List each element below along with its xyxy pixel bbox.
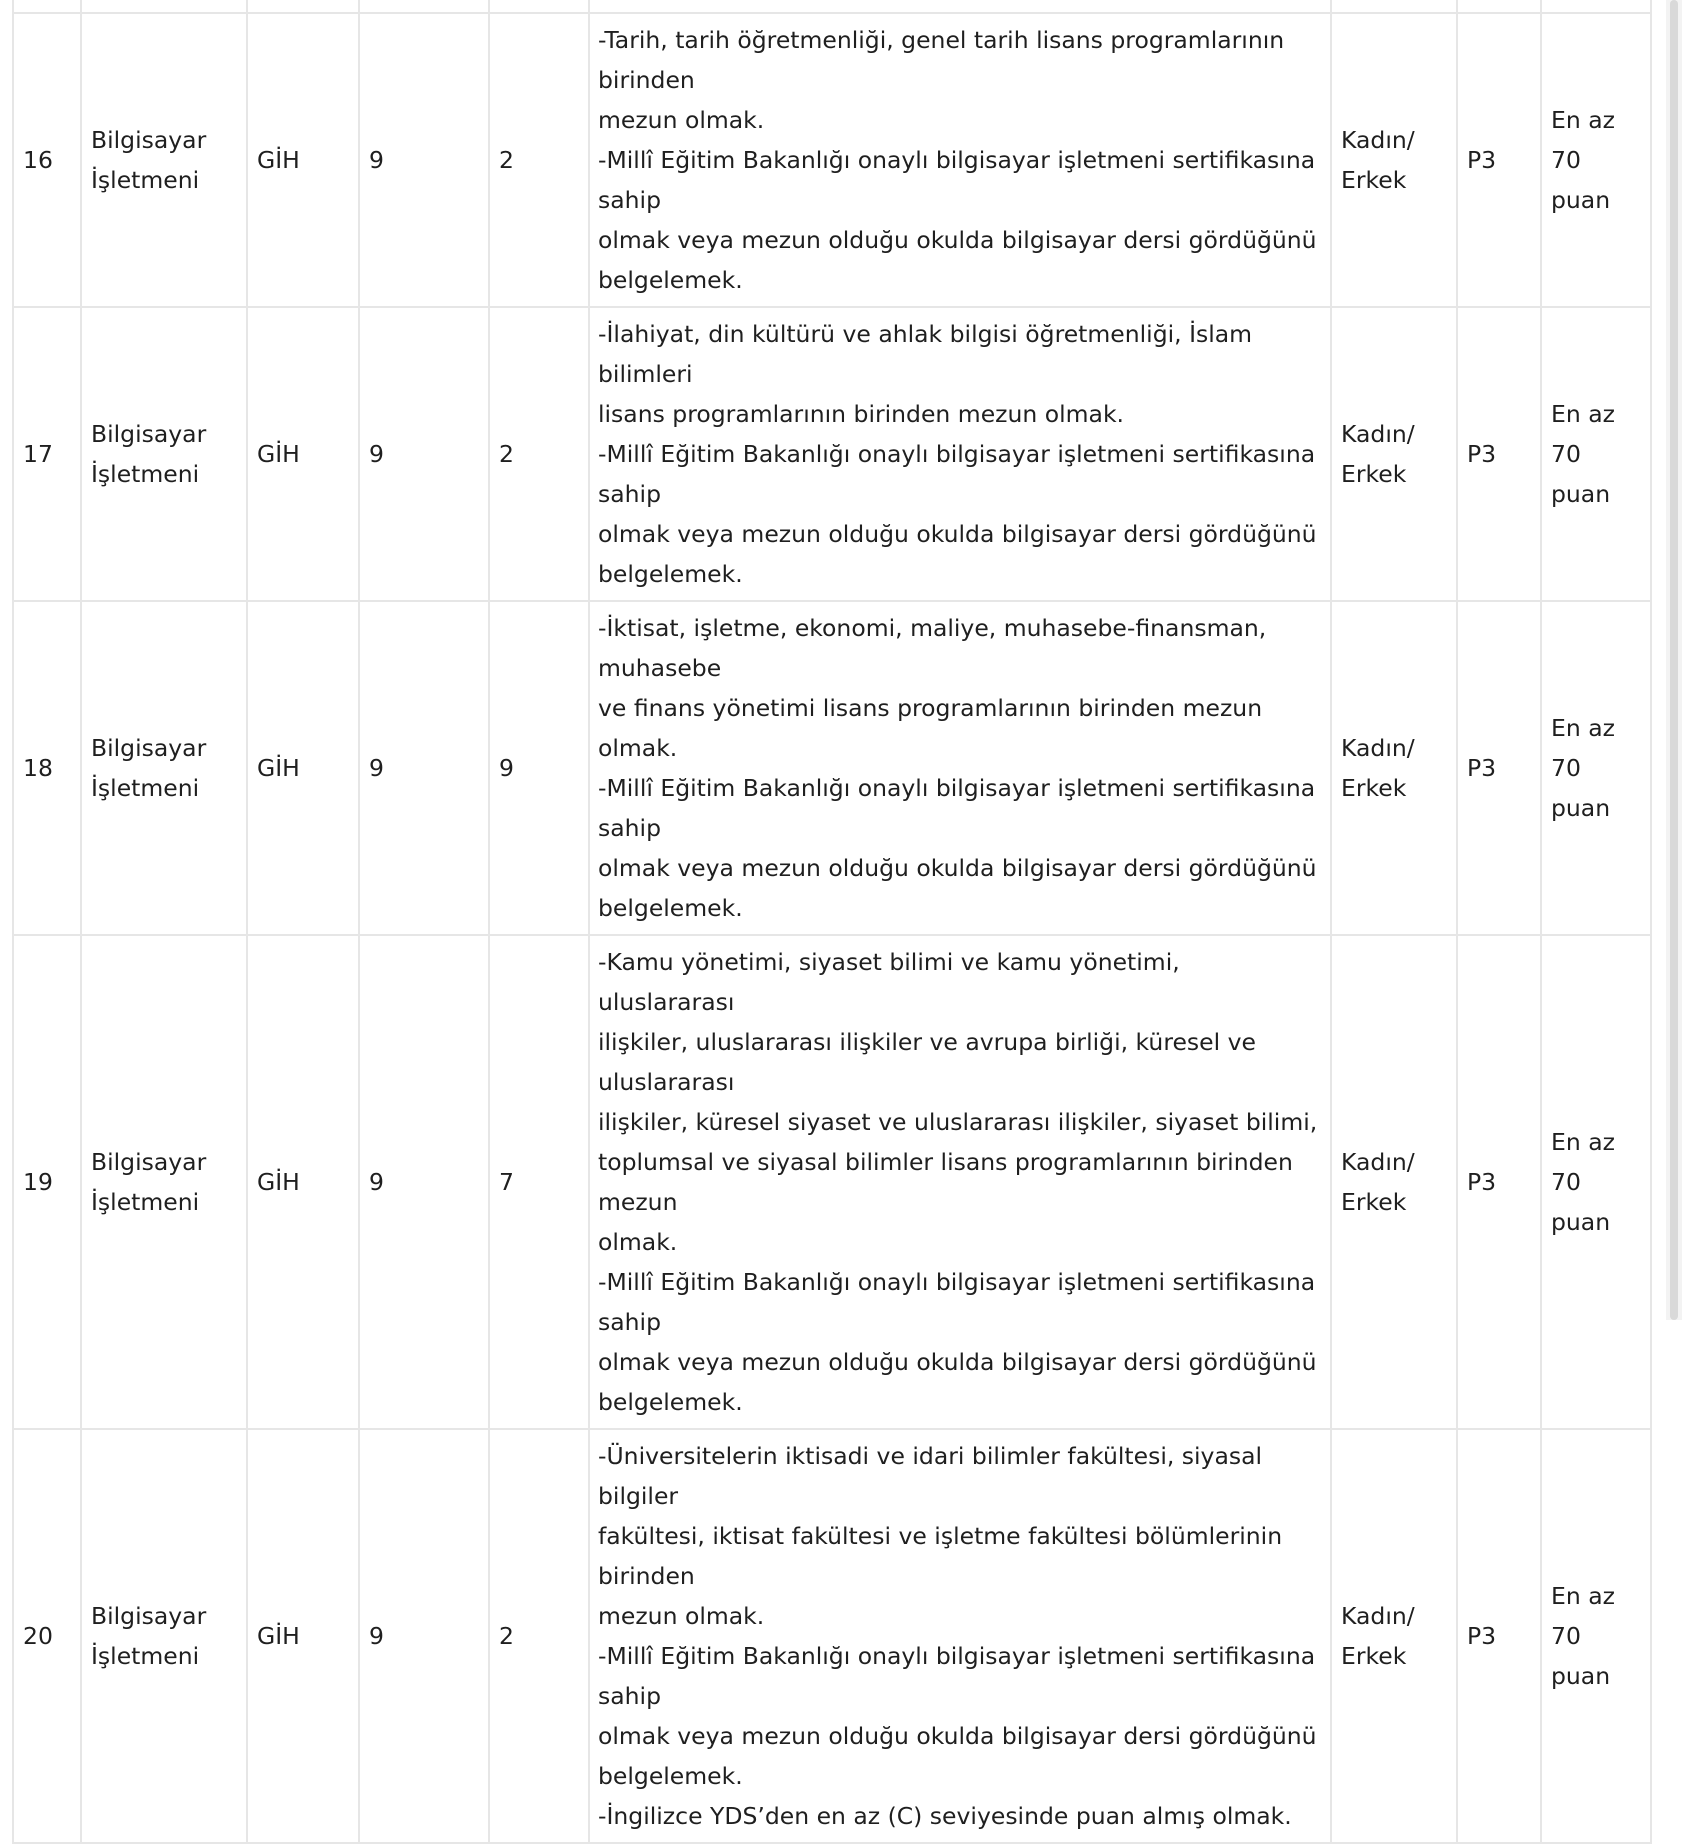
gender-line: Erkek (1341, 460, 1407, 488)
requirement-line: olmak veya mezun olduğu okulda bilgisayar dersi gördüğünü (598, 1722, 1317, 1750)
title-cell (81, 13, 247, 307)
kpss-value: P3 (1467, 754, 1497, 782)
requirements-cell (589, 601, 1331, 935)
count-value: 7 (499, 1168, 514, 1196)
title-cell (81, 1429, 247, 1843)
class-cell (247, 1429, 359, 1843)
grade-value: 9 (369, 1622, 384, 1650)
class-value: GİH (257, 1622, 300, 1650)
gender-line: Erkek (1341, 774, 1407, 802)
table-cell (589, 0, 1331, 13)
table-row (13, 935, 1651, 1429)
requirement-line: belgelemek. (598, 1762, 743, 1790)
gender-line: Kadın/ (1341, 734, 1415, 762)
requirements-cell (589, 13, 1331, 307)
score-line: En az (1551, 106, 1615, 134)
requirement-line: belgelemek. (598, 894, 743, 922)
requirement-line: -Millî Eğitim Bakanlığı onaylı bilgisayar işletmeni sertifikasına sahip (598, 1268, 1316, 1336)
class-value: GİH (257, 1168, 300, 1196)
gender-cell (1331, 601, 1457, 935)
grade-cell (359, 935, 489, 1429)
grade-cell (359, 13, 489, 307)
table-cell (247, 0, 359, 13)
row-number-cell (13, 601, 81, 935)
title-cell (81, 307, 247, 601)
table-row (13, 13, 1651, 307)
requirement-line: lisans programlarının birinden mezun olmak. (598, 400, 1125, 428)
score-cell (1541, 935, 1651, 1429)
requirement-line: -Millî Eğitim Bakanlığı onaylı bilgisayar işletmeni sertifikasına sahip (598, 146, 1316, 214)
gender-line: Kadın/ (1341, 1602, 1415, 1630)
title-line: İşletmeni (91, 774, 200, 802)
gender-line: Erkek (1341, 1188, 1407, 1216)
requirement-line: -Millî Eğitim Bakanlığı onaylı bilgisayar işletmeni sertifikasına sahip (598, 774, 1316, 842)
table-row (13, 1429, 1651, 1843)
row-number-cell (13, 935, 81, 1429)
table-cell (1541, 0, 1651, 13)
row-number-cell (13, 307, 81, 601)
requirement-line: toplumsal ve siyasal bilimler lisans programlarının birinden mezun (598, 1148, 1293, 1216)
row-number: 20 (23, 1622, 53, 1650)
requirement-line: ilişkiler, uluslararası ilişkiler ve avrupa birliği, küresel ve uluslararası (598, 1028, 1256, 1096)
gender-line: Kadın/ (1341, 1148, 1415, 1176)
class-value: GİH (257, 754, 300, 782)
count-cell (489, 307, 589, 601)
title-line: İşletmeni (91, 1188, 200, 1216)
requirement-line: -Millî Eğitim Bakanlığı onaylı bilgisayar işletmeni sertifikasına sahip (598, 440, 1316, 508)
requirements-cell (589, 1429, 1331, 1843)
score-cell (1541, 307, 1651, 601)
kpss-cell (1457, 601, 1541, 935)
class-value: GİH (257, 440, 300, 468)
gender-cell (1331, 307, 1457, 601)
requirement-line: ve finans yönetimi lisans programlarının birinden mezun olmak. (598, 694, 1263, 762)
table-cell (489, 0, 589, 13)
score-cell (1541, 1429, 1651, 1843)
requirement-line: olmak veya mezun olduğu okulda bilgisayar dersi gördüğünü (598, 226, 1317, 254)
score-line: En az (1551, 1582, 1615, 1610)
row-number: 18 (23, 754, 53, 782)
table-cell (1457, 0, 1541, 13)
gender-line: Erkek (1341, 166, 1407, 194)
gender-cell (1331, 1429, 1457, 1843)
requirement-line: mezun olmak. (598, 106, 765, 134)
gender-cell (1331, 935, 1457, 1429)
score-line: En az (1551, 400, 1615, 428)
gender-line: Erkek (1341, 1642, 1407, 1670)
count-cell (489, 935, 589, 1429)
requirement-line: belgelemek. (598, 1388, 743, 1416)
title-line: Bilgisayar (91, 420, 207, 448)
class-cell (247, 601, 359, 935)
grade-value: 9 (369, 440, 384, 468)
class-cell (247, 935, 359, 1429)
gender-line: Kadın/ (1341, 126, 1415, 154)
kpss-value: P3 (1467, 1622, 1497, 1650)
score-line: En az (1551, 714, 1615, 742)
title-cell (81, 601, 247, 935)
score-cell (1541, 13, 1651, 307)
requirement-line: belgelemek. (598, 266, 743, 294)
title-line: İşletmeni (91, 460, 200, 488)
requirement-line: -Üniversitelerin iktisadi ve idari bilimler fakültesi, siyasal bilgiler (598, 1442, 1263, 1510)
table-row-partial (13, 0, 1651, 13)
title-line: İşletmeni (91, 166, 200, 194)
table-row (13, 601, 1651, 935)
requirement-line: olmak veya mezun olduğu okulda bilgisayar dersi gördüğünü (598, 1348, 1317, 1376)
kpss-value: P3 (1467, 440, 1497, 468)
title-cell (81, 935, 247, 1429)
requirement-line: -İktisat, işletme, ekonomi, maliye, muhasebe-finansman, muhasebe (598, 614, 1267, 682)
score-line: 70 puan (1551, 1622, 1611, 1690)
row-number-cell (13, 13, 81, 307)
requirement-line: ilişkiler, küresel siyaset ve uluslararası ilişkiler, siyaset bilimi, (598, 1108, 1318, 1136)
kpss-value: P3 (1467, 146, 1497, 174)
kpss-cell (1457, 13, 1541, 307)
count-value: 2 (499, 1622, 514, 1650)
requirement-line: olmak veya mezun olduğu okulda bilgisayar dersi gördüğünü (598, 520, 1317, 548)
gender-cell (1331, 13, 1457, 307)
kpss-cell (1457, 307, 1541, 601)
count-cell (489, 13, 589, 307)
row-number: 19 (23, 1168, 53, 1196)
table-row (13, 307, 1651, 601)
score-line: 70 puan (1551, 440, 1611, 508)
positions-table (12, 0, 1652, 1844)
count-cell (489, 601, 589, 935)
score-line: 70 puan (1551, 1168, 1611, 1236)
requirement-line: mezun olmak. (598, 1602, 765, 1630)
kpss-cell (1457, 935, 1541, 1429)
score-line: En az (1551, 1128, 1615, 1156)
row-number-cell (13, 1429, 81, 1843)
kpss-cell (1457, 1429, 1541, 1843)
table-body (13, 0, 1651, 1843)
title-line: Bilgisayar (91, 1602, 207, 1630)
score-line: 70 puan (1551, 146, 1611, 214)
kpss-value: P3 (1467, 1168, 1497, 1196)
class-value: GİH (257, 146, 300, 174)
title-line: Bilgisayar (91, 1148, 207, 1176)
table-cell (81, 0, 247, 13)
requirement-line: olmak veya mezun olduğu okulda bilgisayar dersi gördüğünü (598, 854, 1317, 882)
requirements-cell (589, 935, 1331, 1429)
gender-line: Kadın/ (1341, 420, 1415, 448)
score-cell (1541, 601, 1651, 935)
count-value: 2 (499, 146, 514, 174)
grade-value: 9 (369, 146, 384, 174)
requirement-line: -İngilizce YDS’den en az (C) seviyesinde puan almış olmak. (598, 1802, 1292, 1830)
requirement-line: -Tarih, tarih öğretmenliği, genel tarih lisans programlarının birinden (598, 26, 1285, 94)
requirement-line: -İlahiyat, din kültürü ve ahlak bilgisi öğretmenliği, İslam bilimleri (598, 320, 1253, 388)
requirements-cell (589, 307, 1331, 601)
requirement-line: -Millî Eğitim Bakanlığı onaylı bilgisayar işletmeni sertifikasına sahip (598, 1642, 1316, 1710)
title-line: İşletmeni (91, 1642, 200, 1670)
count-value: 9 (499, 754, 514, 782)
grade-cell (359, 1429, 489, 1843)
requirement-line: -Kamu yönetimi, siyaset bilimi ve kamu yönetimi, uluslararası (598, 948, 1180, 1016)
class-cell (247, 307, 359, 601)
count-value: 2 (499, 440, 514, 468)
table-cell (1331, 0, 1457, 13)
scrollbar-thumb[interactable] (1670, 0, 1678, 1320)
grade-cell (359, 307, 489, 601)
count-cell (489, 1429, 589, 1843)
score-line: 70 puan (1551, 754, 1611, 822)
table-cell (359, 0, 489, 13)
table-cell (13, 0, 81, 13)
class-cell (247, 13, 359, 307)
grade-cell (359, 601, 489, 935)
grade-value: 9 (369, 1168, 384, 1196)
grade-value: 9 (369, 754, 384, 782)
title-line: Bilgisayar (91, 126, 207, 154)
row-number: 17 (23, 440, 53, 468)
row-number: 16 (23, 146, 53, 174)
requirement-line: olmak. (598, 1228, 678, 1256)
title-line: Bilgisayar (91, 734, 207, 762)
requirement-line: fakültesi, iktisat fakültesi ve işletme fakültesi bölümlerinin birinden (598, 1522, 1283, 1590)
requirement-line: belgelemek. (598, 560, 743, 588)
